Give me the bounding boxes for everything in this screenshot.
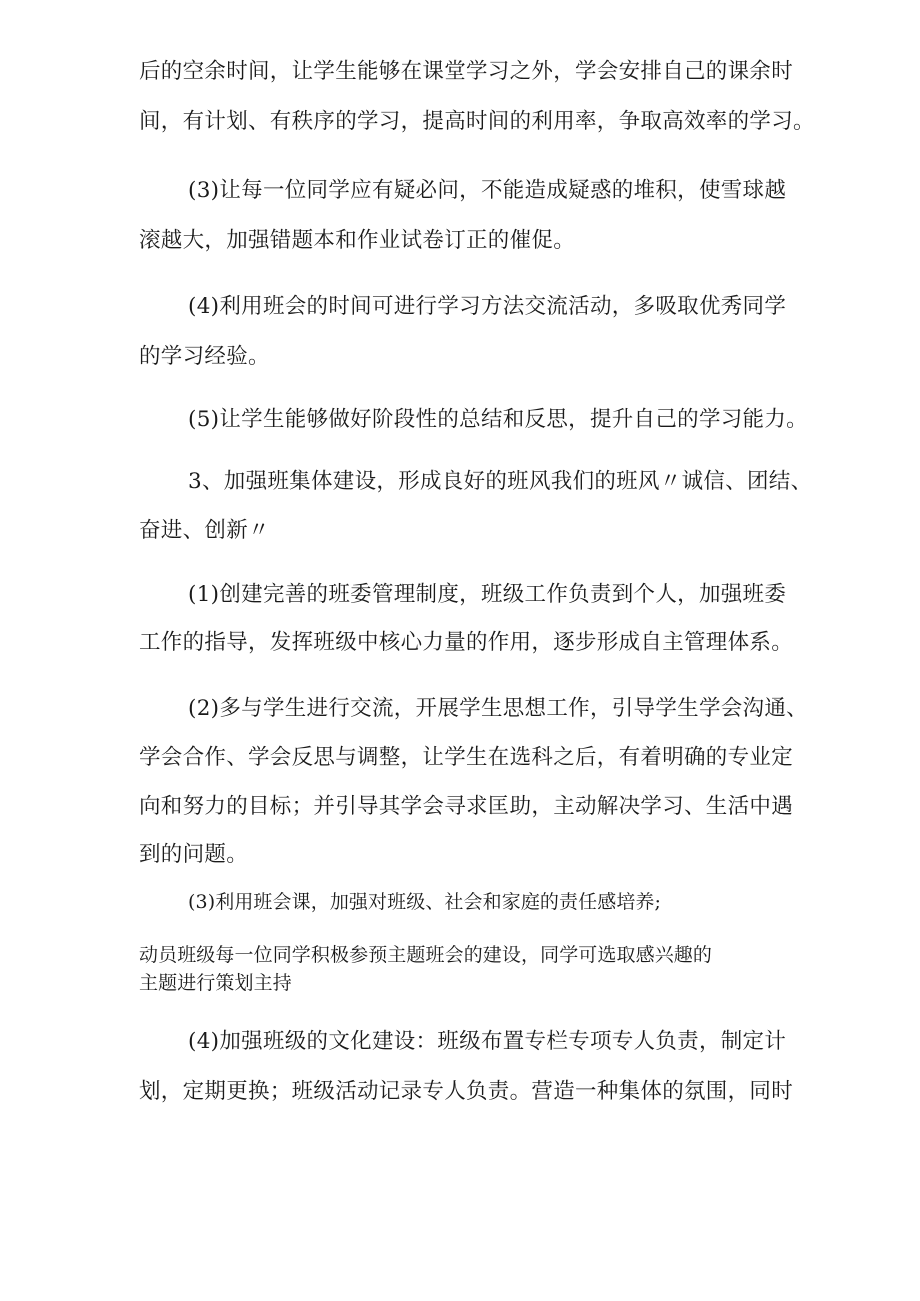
text-line: (3)让每一位同学应有疑必问，不能造成疑惑的堆积，使雪球越 — [188, 178, 787, 203]
text-line: 主题进行策划主持 — [139, 972, 292, 994]
text-line: 工作的指导，发挥班级中核心力量的作用，逐步形成自主管理体系。 — [139, 630, 794, 655]
text-line: 动员班级每一位同学积极参预主题班会的建设，同学可选取感兴趣的 — [139, 944, 713, 966]
text-line: (1)创建完善的班委管理制度，班级工作负责到个人，加强班委 — [188, 582, 787, 607]
text-line: 学会合作、学会反思与调整，让学生在选科之后，有着明确的专业定 — [139, 745, 794, 770]
text-line: 到的问题。 — [139, 842, 249, 867]
text-line: 的学习经验。 — [139, 344, 270, 369]
text-line: (4)利用班会的时间可进行学习方法交流活动，多吸取优秀同学 — [188, 294, 787, 319]
text-line: 滚越大，加强错题本和作业试卷订正的催促。 — [139, 228, 576, 253]
text-line: 划，定期更换；班级活动记录专人负责。营造一种集体的氛围，同时 — [139, 1079, 794, 1104]
text-line: 间，有计划、有秩序的学习，提高时间的利用率，争取高效率的学习。 — [139, 109, 815, 134]
text-line: (4)加强班级的文化建设：班级布置专栏专项专人负责，制定计 — [188, 1029, 787, 1054]
section-heading: 3、加强班集体建设，形成良好的班风我们的班风〃诚信、团结、 — [188, 469, 813, 494]
text-line: 后的空余时间，让学生能够在课堂学习之外，学会安排自己的课余时 — [139, 59, 794, 84]
text-line: (3)利用班会课，加强对班级、社会和家庭的责任感培养; — [188, 891, 662, 913]
text-line: 向和努力的目标；并引导其学会寻求匡助，主动解决学习、生活中遇 — [139, 794, 794, 819]
text-line: (5)让学生能够做好阶段性的总结和反思，提升自己的学习能力。 — [188, 407, 808, 432]
text-line: (2)多与学生进行交流，开展学生思想工作，引导学生学会沟通、 — [188, 696, 808, 721]
section-heading: 奋进、创新〃 — [139, 518, 270, 543]
